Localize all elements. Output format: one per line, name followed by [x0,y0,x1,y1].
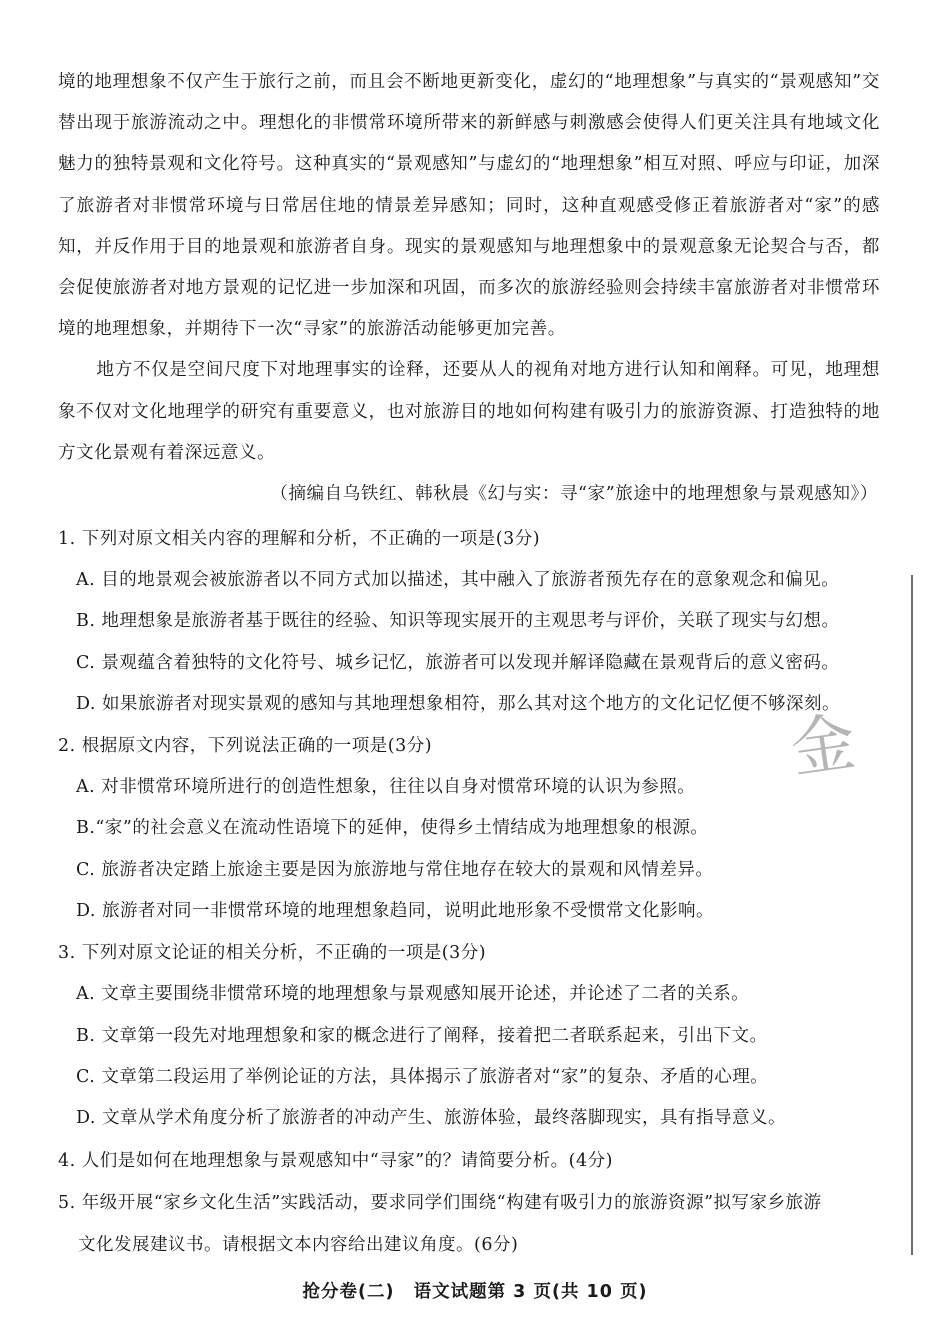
question-2-option-d: D. 旅游者对同一非惯常环境的地理想象趋同，说明此地形象不受惯常文化影响。 [76,901,715,922]
question-4-stem: 4. 人们是如何在地理想象与景观感知中“寻家”的？请简要分析。(4分) [58,1150,613,1171]
question-section [58,518,888,1266]
question-1-option-a: A. 目的地景观会被旅游者以不同方式加以描述，其中融入了旅游者预先存在的意象观念和偏见。 [76,570,840,590]
question-3 [58,932,888,1139]
passage-paragraph-1: 境的地理想象不仅产生于旅行之前，而且会不断地更新变化，虚幻的“地理想象”与真实的“景观感知”交替出现于旅游流动之中。理想化的非惯常环境所带来的新鲜感与刺激感会使得人们更关注具有地域文化魅力的独特景观和文化符号。这种真实的“景观感知”与虚幻的“地理想象”相互对照、呼应与印证，加深了旅游者对非惯常环境与日常居住地的情景差异感知；同时，这种直观感受修正着旅游者对“家”的感知，并反作用于目的地景观和旅游者自身。现实的景观感知与地理想象中的景观意象无论契合与否，都会促使旅游者对地方景观的记忆进一步加深和巩固，而多次的旅游经验则会持续丰富旅游者对非惯常环境的地理想象，并期待下一次“寻家”的旅游活动能够更加完善。 [58,72,880,340]
question-1-option-c: C. 景观蕴含着独特的文化符号、城乡记忆，旅游者可以发现并解译隐藏在景观背后的意义密码。 [76,652,840,673]
watermark-stamp: 金 [786,705,861,788]
question-3-option-c: C. 文章第二段运用了举例论证的方法，具体揭示了旅游者对“家”的复杂、矛盾的心理。 [76,1066,769,1087]
reading-passage [58,62,880,515]
question-3-option-d: D. 文章从学术角度分析了旅游者的冲动产生、旅游体验，最终落脚现实，具有指导意义。 [76,1108,787,1129]
question-3-option-b: B. 文章第一段先对地理想象和家的概念进行了阐释，接着把二者联系起来，引出下文。 [76,1025,768,1046]
passage-paragraph-2: 地方不仅是空间尺度下对地理事实的诠释，还要从人的视角对地方进行认知和阐释。可见，地理想象不仅对文化地理学的研究有重要意义，也对旅游目的地如何构建有吸引力的旅游资源、打造独特的地方文化景观有着深远意义。 [58,360,880,463]
question-3-option-a: A. 文章主要围绕非惯常环境的地理想象与景观感知展开论述，并论述了二者的关系。 [76,984,750,1005]
binding-margin-line [911,575,913,1255]
question-2-option-b: B.“家”的社会意义在流动性语境下的延伸，使得乡土情结成为地理想象的根源。 [76,818,709,839]
passage-source-citation: （摘编自乌铁红、韩秋晨《幻与实：寻“家”旅途中的地理想象与景观感知》） [270,484,878,505]
question-2-option-a: A. 对非惯常环境所进行的创造性想象，往往以自身对惯常环境的认识为参照。 [76,777,696,798]
question-1-option-d: D. 如果旅游者对现实景观的感知与其地理想象相符，那么其对这个地方的文化记忆便不够深刻。 [76,693,841,714]
question-3-stem: 3. 下列对原文论证的相关分析，不正确的一项是(3分) [58,943,487,964]
question-2-option-c: C. 旅游者决定踏上旅途主要是因为旅游地与常住地存在较大的景观和风情差异。 [76,859,714,880]
question-2 [58,725,888,932]
question-2-stem: 2. 根据原文内容，下列说法正确的一项是(3分) [58,736,433,757]
footer-page-number: 语文试题第 3 页(共 10 页) [413,1282,648,1302]
question-4 [58,1140,888,1182]
question-5-stem-line-1: 5. 年级开展“家乡文化生活”实践活动，要求同学们围绕“构建有吸引力的旅游资源”拟写家乡旅游 [58,1192,822,1213]
page-footer [0,1278,950,1303]
question-5 [58,1182,888,1266]
question-1 [58,518,888,725]
question-1-option-b: B. 地理想象是旅游者基于既往的经验、知识等现实展开的主观思考与评价，关联了现实与幻想。 [76,611,840,632]
question-5-stem-line-2: 文化发展建议书。请根据文本内容给出建议角度。(6分) [78,1234,519,1255]
footer-paper-name: 抢分卷(二) [302,1282,395,1302]
question-1-stem: 1. 下列对原文相关内容的理解和分析，不正确的一项是(3分) [58,529,541,549]
